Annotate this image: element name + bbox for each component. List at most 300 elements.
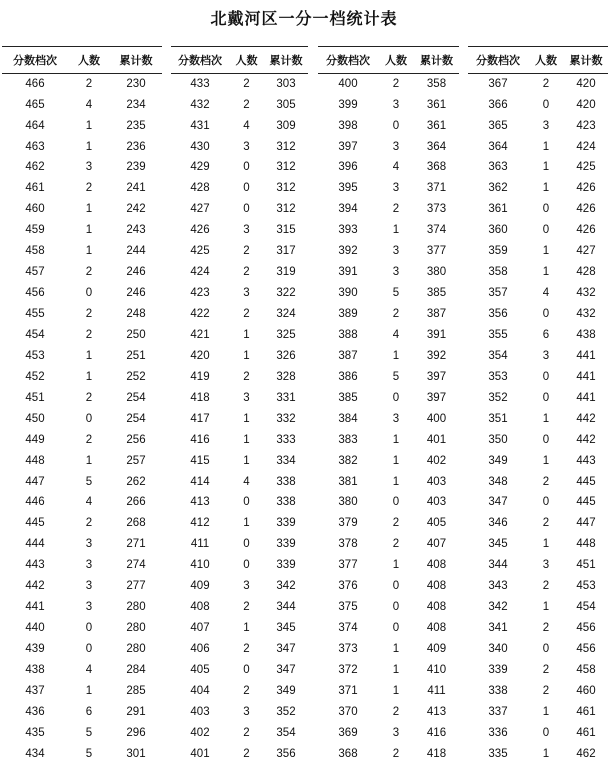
cumulative-cell: 244: [126, 245, 146, 258]
score-cell: 366: [488, 98, 508, 111]
table-row: [171, 430, 308, 451]
header-score: 分数档次: [2, 47, 68, 74]
count-cell: 0: [542, 496, 550, 509]
score-cell: 458: [25, 245, 45, 258]
cumulative-cell: 284: [126, 663, 146, 676]
score-cell: 442: [25, 580, 45, 593]
table-row: [318, 367, 459, 388]
score-cell: 394: [338, 203, 358, 216]
table-row: [171, 618, 308, 639]
count-cell: 0: [392, 391, 400, 404]
count-cell: 3: [243, 140, 250, 153]
count-cell: 1: [542, 747, 550, 760]
score-cell: 358: [488, 266, 508, 279]
header-score: 分数档次: [171, 47, 229, 74]
cumulative-cell: 445: [576, 475, 596, 488]
count-cell: 3: [243, 391, 250, 404]
table-row: [2, 179, 162, 200]
cumulative-cell: 424: [576, 140, 596, 153]
table-row: [318, 556, 459, 577]
table-row: [318, 304, 459, 325]
score-cell: 413: [190, 496, 210, 509]
cumulative-cell: 461: [576, 705, 596, 718]
cumulative-cell: 408: [426, 559, 447, 572]
count-cell: 1: [243, 622, 250, 635]
count-cell: 4: [85, 496, 93, 509]
table-row: [318, 577, 459, 598]
count-cell: 0: [542, 98, 550, 111]
table-row: [318, 116, 459, 137]
count-cell: 2: [542, 684, 550, 697]
table-row: [318, 451, 459, 472]
table-row: [468, 451, 608, 472]
score-cell: 437: [25, 684, 45, 697]
cumulative-cell: 403: [426, 496, 447, 509]
table-row: [468, 158, 608, 179]
table-row: [2, 74, 162, 95]
score-cell: 379: [338, 517, 358, 530]
table-row: [2, 577, 162, 598]
table-row: [468, 242, 608, 263]
cumulative-cell: 387: [426, 308, 447, 321]
count-cell: 0: [392, 601, 400, 614]
score-cell: 418: [190, 391, 210, 404]
score-cell: 410: [190, 559, 210, 572]
cumulative-cell: 347: [276, 643, 296, 656]
count-cell: 2: [243, 308, 250, 321]
table-row: [468, 577, 608, 598]
table-row: [171, 409, 308, 430]
count-cell: 2: [85, 182, 93, 195]
score-cell: 370: [338, 705, 358, 718]
score-cell: 388: [338, 328, 358, 341]
table-row: [171, 74, 308, 95]
table-row: [171, 472, 308, 493]
table-row: [171, 493, 308, 514]
score-cell: 346: [488, 517, 508, 530]
count-cell: 3: [85, 580, 93, 593]
count-cell: 1: [542, 412, 550, 425]
score-cell: 343: [488, 580, 508, 593]
table-row: [2, 262, 162, 283]
score-table-4: [468, 46, 608, 765]
score-cell: 398: [338, 119, 358, 132]
cumulative-cell: 373: [426, 203, 447, 216]
score-cell: 387: [338, 349, 358, 362]
score-cell: 353: [488, 370, 508, 383]
cumulative-cell: 462: [576, 747, 596, 760]
header-count: 人数: [378, 47, 414, 74]
cumulative-cell: 345: [276, 622, 296, 635]
table-row: [171, 577, 308, 598]
score-cell: 423: [190, 287, 210, 300]
score-cell: 374: [338, 622, 358, 635]
cumulative-cell: 257: [126, 454, 146, 467]
cumulative-cell: 241: [126, 182, 146, 195]
count-cell: 2: [392, 517, 400, 530]
table-row: [318, 179, 459, 200]
table-row: [171, 95, 308, 116]
table-row: [2, 618, 162, 639]
table-row: [318, 430, 459, 451]
count-cell: 6: [85, 705, 93, 718]
score-cell: 455: [25, 308, 45, 321]
cumulative-cell: 333: [276, 433, 296, 446]
score-cell: 404: [190, 684, 210, 697]
score-cell: 349: [488, 454, 508, 467]
cumulative-cell: 364: [426, 140, 447, 153]
count-cell: 1: [243, 412, 250, 425]
cumulative-cell: 338: [276, 475, 296, 488]
count-cell: 3: [392, 266, 400, 279]
table-row: [171, 242, 308, 263]
table-row: [318, 283, 459, 304]
table-header-row: [171, 47, 308, 74]
cumulative-cell: 442: [576, 412, 596, 425]
table-row: [171, 367, 308, 388]
score-cell: 348: [488, 475, 508, 488]
table-row: [171, 660, 308, 681]
score-cell: 368: [338, 747, 358, 760]
score-cell: 408: [190, 601, 210, 614]
count-cell: 1: [542, 705, 550, 718]
score-cell: 367: [488, 77, 508, 90]
cumulative-cell: 456: [576, 643, 596, 656]
header-count: 人数: [528, 47, 564, 74]
score-cell: 449: [25, 433, 45, 446]
score-cell: 438: [25, 663, 45, 676]
count-cell: 0: [243, 559, 250, 572]
score-cell: 416: [190, 433, 210, 446]
count-cell: 1: [542, 538, 550, 551]
cumulative-cell: 242: [126, 203, 146, 216]
table-row: [171, 283, 308, 304]
score-cell: 443: [25, 559, 45, 572]
table-row: [318, 262, 459, 283]
cumulative-cell: 423: [576, 119, 596, 132]
count-cell: 1: [542, 182, 550, 195]
table-row: [2, 283, 162, 304]
score-cell: 360: [488, 224, 508, 237]
score-cell: 354: [488, 349, 508, 362]
cumulative-cell: 254: [126, 412, 146, 425]
table-row: [468, 221, 608, 242]
table-header-row: [318, 47, 459, 74]
count-cell: 4: [85, 98, 93, 111]
table-row: [2, 409, 162, 430]
header-cumulative: 累计数: [564, 47, 608, 74]
score-cell: 363: [488, 161, 508, 174]
table-row: [171, 221, 308, 242]
table-row: [468, 618, 608, 639]
score-table-1: [2, 46, 162, 765]
count-cell: 0: [85, 287, 93, 300]
table-row: [318, 221, 459, 242]
cumulative-cell: 252: [126, 370, 146, 383]
score-cell: 400: [338, 77, 358, 90]
count-cell: 5: [392, 370, 400, 383]
header-count: 人数: [68, 47, 110, 74]
table-row: [171, 639, 308, 660]
score-cell: 429: [190, 161, 210, 174]
score-cell: 445: [25, 517, 45, 530]
score-cell: 464: [25, 119, 45, 132]
table-row: [468, 744, 608, 765]
table-row: [2, 681, 162, 702]
table-row: [2, 639, 162, 660]
score-table-2: [171, 46, 308, 765]
count-cell: 0: [392, 580, 400, 593]
score-cell: 425: [190, 245, 210, 258]
table-row: [2, 200, 162, 221]
cumulative-cell: 408: [426, 580, 447, 593]
count-cell: 2: [243, 266, 250, 279]
count-cell: 2: [243, 726, 250, 739]
cumulative-cell: 312: [276, 182, 296, 195]
count-cell: 0: [243, 161, 250, 174]
score-cell: 377: [338, 559, 358, 572]
count-cell: 0: [243, 538, 250, 551]
count-cell: 0: [542, 643, 550, 656]
score-cell: 462: [25, 161, 45, 174]
cumulative-cell: 405: [426, 517, 447, 530]
count-cell: 2: [243, 643, 250, 656]
score-cell: 414: [190, 475, 210, 488]
cumulative-cell: 420: [576, 77, 596, 90]
cumulative-cell: 420: [576, 98, 596, 111]
score-cell: 382: [338, 454, 358, 467]
table-row: [468, 200, 608, 221]
count-cell: 1: [392, 643, 400, 656]
score-cell: 376: [338, 580, 358, 593]
score-cell: 444: [25, 538, 45, 551]
cumulative-cell: 280: [126, 643, 146, 656]
count-cell: 2: [85, 77, 93, 90]
score-cell: 461: [25, 182, 45, 195]
table-row: [2, 325, 162, 346]
score-cell: 355: [488, 328, 508, 341]
score-cell: 336: [488, 726, 508, 739]
table-row: [318, 74, 459, 95]
count-cell: 2: [243, 245, 250, 258]
score-cell: 338: [488, 684, 508, 697]
count-cell: 1: [85, 370, 93, 383]
count-cell: 0: [542, 203, 550, 216]
score-cell: 339: [488, 663, 508, 676]
count-cell: 3: [243, 705, 250, 718]
table-row: [2, 597, 162, 618]
count-cell: 2: [542, 77, 550, 90]
score-cell: 426: [190, 224, 210, 237]
table-row: [171, 514, 308, 535]
table-row: [2, 493, 162, 514]
count-cell: 1: [243, 328, 250, 341]
score-cell: 361: [488, 203, 508, 216]
count-cell: 1: [243, 433, 250, 446]
cumulative-cell: 456: [576, 622, 596, 635]
score-cell: 380: [338, 496, 358, 509]
score-cell: 399: [338, 98, 358, 111]
score-cell: 432: [190, 98, 210, 111]
table-row: [2, 535, 162, 556]
table-row: [468, 283, 608, 304]
score-cell: 466: [25, 77, 45, 90]
table-row: [171, 137, 308, 158]
count-cell: 0: [542, 391, 550, 404]
cumulative-cell: 291: [126, 705, 146, 718]
count-cell: 0: [85, 622, 93, 635]
count-cell: 1: [392, 454, 400, 467]
table-row: [468, 304, 608, 325]
cumulative-cell: 432: [576, 287, 596, 300]
count-cell: 3: [392, 245, 400, 258]
table-row: [2, 660, 162, 681]
header-count: 人数: [229, 47, 264, 74]
page-title: 北戴河区一分一档统计表: [210, 9, 398, 28]
count-cell: 4: [392, 161, 400, 174]
score-cell: 454: [25, 328, 45, 341]
table-row: [468, 325, 608, 346]
count-cell: 4: [243, 119, 250, 132]
table-row: [468, 639, 608, 660]
count-cell: 1: [85, 684, 93, 697]
cumulative-cell: 328: [276, 370, 296, 383]
cumulative-cell: 426: [576, 203, 596, 216]
count-cell: 2: [85, 391, 93, 404]
cumulative-cell: 312: [276, 161, 296, 174]
count-cell: 2: [392, 747, 400, 760]
score-cell: 434: [25, 747, 45, 760]
score-cell: 428: [190, 182, 210, 195]
table-row: [318, 95, 459, 116]
cumulative-cell: 254: [126, 391, 146, 404]
score-cell: 369: [338, 726, 358, 739]
table-row: [468, 514, 608, 535]
cumulative-cell: 277: [126, 580, 146, 593]
table-row: [2, 367, 162, 388]
count-cell: 0: [392, 119, 400, 132]
table-body: [2, 74, 162, 765]
table-row: [468, 74, 608, 95]
count-cell: 1: [392, 224, 400, 237]
score-cell: 440: [25, 622, 45, 635]
cumulative-cell: 374: [426, 224, 447, 237]
cumulative-cell: 342: [276, 580, 296, 593]
score-cell: 439: [25, 643, 45, 656]
count-cell: 1: [542, 601, 550, 614]
cumulative-cell: 361: [426, 119, 447, 132]
table-row: [2, 451, 162, 472]
table-row: [318, 158, 459, 179]
table-row: [2, 137, 162, 158]
table-row: [2, 221, 162, 242]
count-cell: 3: [85, 601, 93, 614]
table-row: [468, 346, 608, 367]
cumulative-cell: 339: [276, 538, 296, 551]
table-row: [2, 116, 162, 137]
cumulative-cell: 319: [276, 266, 296, 279]
score-cell: 378: [338, 538, 358, 551]
cumulative-cell: 407: [426, 538, 447, 551]
score-cell: 465: [25, 98, 45, 111]
table-row: [468, 179, 608, 200]
table-row: [468, 702, 608, 723]
count-cell: 4: [243, 475, 250, 488]
cumulative-cell: 274: [126, 559, 146, 572]
table-row: [171, 388, 308, 409]
score-cell: 407: [190, 622, 210, 635]
table-row: [468, 597, 608, 618]
count-cell: 3: [243, 580, 250, 593]
cumulative-cell: 441: [576, 391, 596, 404]
count-cell: 1: [392, 349, 400, 362]
table-row: [318, 242, 459, 263]
score-cell: 451: [25, 391, 45, 404]
cumulative-cell: 234: [126, 98, 146, 111]
cumulative-cell: 441: [576, 349, 596, 362]
cumulative-cell: 451: [576, 559, 596, 572]
header-score: 分数档次: [318, 47, 378, 74]
table-row: [171, 179, 308, 200]
score-cell: 373: [338, 643, 358, 656]
score-cell: 456: [25, 287, 45, 300]
score-cell: 419: [190, 370, 210, 383]
cumulative-cell: 392: [426, 349, 447, 362]
score-cell: 411: [190, 538, 210, 551]
table-row: [318, 744, 459, 765]
score-cell: 364: [488, 140, 508, 153]
table-row: [2, 346, 162, 367]
score-cell: 390: [338, 287, 358, 300]
count-cell: 6: [542, 328, 550, 341]
cumulative-cell: 438: [576, 328, 596, 341]
table-row: [171, 200, 308, 221]
table-body: [468, 74, 608, 765]
table-row: [318, 409, 459, 430]
cumulative-cell: 380: [426, 266, 447, 279]
table-body: [171, 74, 308, 765]
count-cell: 0: [243, 496, 250, 509]
count-cell: 0: [243, 182, 250, 195]
count-cell: 2: [243, 601, 250, 614]
score-cell: 386: [338, 370, 358, 383]
cumulative-cell: 251: [126, 349, 146, 362]
count-cell: 3: [542, 119, 550, 132]
table-row: [318, 325, 459, 346]
cumulative-cell: 312: [276, 203, 296, 216]
score-cell: 381: [338, 475, 358, 488]
score-cell: 351: [488, 412, 508, 425]
cumulative-cell: 460: [576, 684, 596, 697]
header-cumulative: 累计数: [414, 47, 459, 74]
count-cell: 2: [392, 538, 400, 551]
count-cell: 5: [392, 287, 400, 300]
cumulative-cell: 445: [576, 496, 596, 509]
score-cell: 415: [190, 454, 210, 467]
count-cell: 3: [542, 559, 550, 572]
score-cell: 436: [25, 705, 45, 718]
cumulative-cell: 461: [576, 726, 596, 739]
count-cell: 1: [542, 245, 550, 258]
table-row: [468, 367, 608, 388]
cumulative-cell: 271: [126, 538, 146, 551]
score-cell: 424: [190, 266, 210, 279]
count-cell: 1: [85, 454, 93, 467]
count-cell: 1: [243, 349, 250, 362]
cumulative-cell: 411: [427, 684, 446, 697]
score-cell: 453: [25, 349, 45, 362]
cumulative-cell: 325: [276, 328, 296, 341]
